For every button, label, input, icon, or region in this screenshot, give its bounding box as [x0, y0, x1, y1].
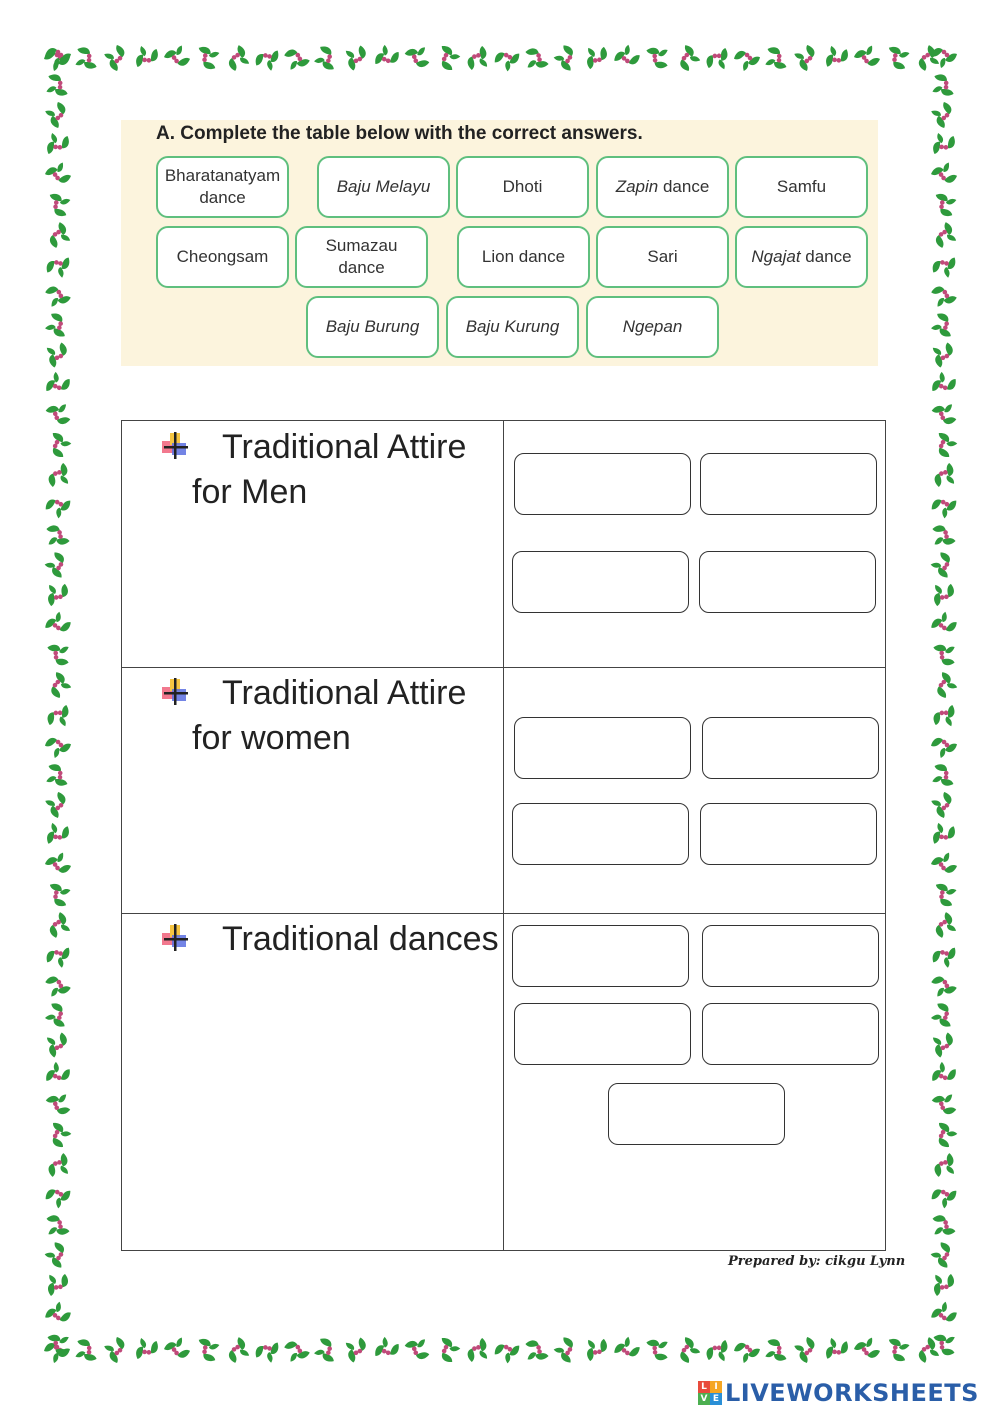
- holly-icon: [41, 938, 75, 972]
- answer-blank-dances-1[interactable]: [512, 925, 689, 987]
- word-tile-label: [503, 176, 543, 198]
- holly-icon: [490, 1333, 524, 1367]
- holly-icon: [41, 518, 75, 552]
- word-tile-text: dance: [800, 246, 852, 266]
- holly-icon: [927, 488, 961, 522]
- brand-name: LIVEWORKSHEETS: [725, 1379, 979, 1407]
- word-tile-label: [177, 246, 269, 268]
- word-tile-italic: Zapin: [615, 176, 659, 196]
- word-tile[interactable]: [306, 296, 439, 358]
- section-heading: A. Complete the table below with the correct answers.: [156, 123, 643, 144]
- category-men: [160, 425, 500, 515]
- word-tile[interactable]: [735, 156, 868, 218]
- holly-icon: [41, 728, 75, 762]
- word-tile-label: [326, 316, 420, 338]
- holly-icon: [310, 41, 344, 75]
- holly-icon: [670, 41, 704, 75]
- holly-border-right: [924, 38, 964, 1370]
- holly-icon: [160, 41, 194, 75]
- word-tile[interactable]: [156, 156, 289, 218]
- word-tile-text: Dhoti: [502, 176, 543, 196]
- holly-icon: [610, 1333, 644, 1367]
- holly-icon: [760, 41, 794, 75]
- word-tile-label: [616, 176, 710, 198]
- word-tile-text: Lion dance: [481, 246, 566, 266]
- holly-icon: [927, 1058, 961, 1092]
- holly-icon: [927, 548, 961, 582]
- holly-icon: [41, 698, 75, 732]
- word-tile-label: [482, 246, 565, 268]
- word-tile-text: Samfu: [776, 176, 827, 196]
- holly-icon: [41, 848, 75, 882]
- holly-icon: [41, 818, 75, 852]
- category-women: [160, 671, 500, 761]
- holly-icon: [927, 878, 961, 912]
- holly-icon: [41, 338, 75, 372]
- prepared-by: Prepared by: cikgu Lynn: [728, 1254, 906, 1269]
- holly-icon: [130, 1333, 164, 1367]
- holly-icon: [927, 398, 961, 432]
- holly-icon: [927, 218, 961, 252]
- word-tile[interactable]: [456, 156, 589, 218]
- word-tile-text: Cheongsam: [176, 246, 269, 266]
- word-tile-label: [623, 316, 683, 338]
- holly-icon: [927, 338, 961, 372]
- holly-icon: [580, 1333, 614, 1367]
- holly-icon: [130, 41, 164, 75]
- answer-blank-women-3[interactable]: [512, 803, 689, 865]
- word-tile-italic: Baju Melayu: [336, 176, 431, 196]
- answer-blank-women-1[interactable]: [514, 717, 691, 779]
- holly-icon: [550, 1333, 584, 1367]
- answer-blank-dances-2[interactable]: [702, 925, 879, 987]
- word-tile-label: [751, 246, 851, 268]
- word-tile[interactable]: [317, 156, 450, 218]
- holly-icon: [41, 1088, 75, 1122]
- holly-icon: [790, 1333, 824, 1367]
- holly-border-top: [40, 38, 962, 78]
- word-tile-italic: Ngajat: [751, 246, 801, 266]
- word-tile[interactable]: [295, 226, 428, 288]
- table-row-divider: [122, 913, 885, 914]
- word-tile-label: [466, 316, 560, 338]
- holly-icon: [41, 578, 75, 612]
- holly-icon: [41, 68, 75, 102]
- word-tile[interactable]: [735, 226, 868, 288]
- holly-icon: [927, 98, 961, 132]
- answer-table: [121, 420, 886, 1251]
- table-row-divider: [122, 667, 885, 668]
- holly-icon: [927, 698, 961, 732]
- holly-icon: [41, 398, 75, 432]
- holly-icon: [41, 1328, 75, 1362]
- holly-icon: [41, 278, 75, 312]
- holly-icon: [41, 788, 75, 822]
- holly-icon: [41, 308, 75, 342]
- table-column-divider: [503, 421, 504, 1250]
- holly-icon: [927, 368, 961, 402]
- category-label: Traditional dances: [222, 920, 499, 958]
- word-tile-text: dance: [658, 176, 710, 196]
- holly-icon: [927, 1298, 961, 1332]
- holly-icon: [927, 758, 961, 792]
- holly-icon: [850, 1333, 884, 1367]
- holly-icon: [927, 908, 961, 942]
- answer-blank-men-4[interactable]: [699, 551, 876, 613]
- holly-border-left: [38, 38, 78, 1370]
- answer-blank-dances-4[interactable]: [702, 1003, 879, 1065]
- holly-icon: [250, 41, 284, 75]
- holly-icon: [927, 1118, 961, 1152]
- holly-icon: [41, 1238, 75, 1272]
- word-tile[interactable]: [596, 226, 729, 288]
- holly-icon: [370, 1333, 404, 1367]
- word-tile-label: [337, 176, 431, 198]
- word-tile[interactable]: [586, 296, 719, 358]
- cross-bullet-icon: [160, 677, 192, 707]
- holly-icon: [927, 428, 961, 462]
- holly-border-bottom: [40, 1330, 962, 1370]
- holly-icon: [927, 848, 961, 882]
- holly-icon: [460, 41, 494, 75]
- holly-icon: [340, 1333, 374, 1367]
- holly-icon: [41, 968, 75, 1002]
- holly-icon: [927, 1268, 961, 1302]
- holly-icon: [850, 41, 884, 75]
- holly-icon: [100, 1333, 134, 1367]
- holly-icon: [927, 968, 961, 1002]
- holly-icon: [41, 878, 75, 912]
- holly-icon: [41, 1028, 75, 1062]
- word-tile[interactable]: [457, 226, 590, 288]
- answer-blank-dances-3[interactable]: [514, 1003, 691, 1065]
- holly-icon: [41, 98, 75, 132]
- holly-icon: [310, 1333, 344, 1367]
- holly-icon: [927, 608, 961, 642]
- word-tile-italic: Baju Kurung: [465, 316, 560, 336]
- holly-icon: [340, 41, 374, 75]
- cross-bullet-icon: [160, 431, 192, 461]
- word-tile[interactable]: [156, 226, 289, 288]
- holly-icon: [41, 488, 75, 522]
- holly-icon: [160, 1333, 194, 1367]
- holly-icon: [927, 158, 961, 192]
- holly-icon: [41, 188, 75, 222]
- word-tile[interactable]: [596, 156, 729, 218]
- holly-icon: [640, 1333, 674, 1367]
- holly-icon: [220, 1333, 254, 1367]
- holly-icon: [610, 41, 644, 75]
- word-tile-label: [301, 235, 422, 279]
- holly-icon: [927, 1328, 961, 1362]
- holly-icon: [41, 1058, 75, 1092]
- cross-bullet-icon: [160, 923, 192, 953]
- answer-blank-men-3[interactable]: [512, 551, 689, 613]
- holly-icon: [927, 458, 961, 492]
- holly-icon: [820, 41, 854, 75]
- category-label: Traditional Attire for Men: [192, 428, 467, 511]
- holly-icon: [927, 1178, 961, 1212]
- holly-icon: [41, 218, 75, 252]
- holly-icon: [927, 998, 961, 1032]
- holly-icon: [927, 518, 961, 552]
- word-tile[interactable]: [446, 296, 579, 358]
- answer-blank-men-1[interactable]: [514, 453, 691, 515]
- holly-icon: [41, 368, 75, 402]
- holly-icon: [760, 1333, 794, 1367]
- holly-icon: [41, 1298, 75, 1332]
- holly-icon: [370, 41, 404, 75]
- holly-icon: [280, 41, 314, 75]
- holly-icon: [927, 308, 961, 342]
- holly-icon: [927, 278, 961, 312]
- holly-icon: [400, 41, 434, 75]
- holly-icon: [730, 1333, 764, 1367]
- holly-icon: [730, 41, 764, 75]
- holly-icon: [41, 758, 75, 792]
- holly-icon: [41, 668, 75, 702]
- holly-icon: [430, 1333, 464, 1367]
- holly-icon: [927, 668, 961, 702]
- holly-icon: [220, 41, 254, 75]
- holly-icon: [927, 248, 961, 282]
- holly-icon: [190, 1333, 224, 1367]
- holly-icon: [927, 938, 961, 972]
- holly-icon: [927, 1028, 961, 1062]
- holly-icon: [927, 1148, 961, 1182]
- holly-icon: [41, 458, 75, 492]
- holly-icon: [580, 41, 614, 75]
- answer-blank-women-2[interactable]: [702, 717, 879, 779]
- word-tile-label: [647, 246, 677, 268]
- holly-icon: [520, 1333, 554, 1367]
- holly-icon: [927, 788, 961, 822]
- holly-icon: [927, 38, 961, 72]
- holly-icon: [41, 1148, 75, 1182]
- word-tile-italic: Ngepan: [622, 316, 683, 336]
- holly-icon: [280, 1333, 314, 1367]
- holly-icon: [41, 638, 75, 672]
- answer-blank-women-4[interactable]: [700, 803, 877, 865]
- holly-icon: [820, 1333, 854, 1367]
- holly-icon: [700, 1333, 734, 1367]
- holly-icon: [41, 908, 75, 942]
- holly-icon: [41, 1208, 75, 1242]
- holly-icon: [927, 1088, 961, 1122]
- holly-icon: [430, 41, 464, 75]
- holly-icon: [550, 41, 584, 75]
- holly-icon: [880, 41, 914, 75]
- holly-icon: [927, 1208, 961, 1242]
- word-tile-text: Sari: [647, 246, 678, 266]
- holly-icon: [41, 1118, 75, 1152]
- holly-icon: [41, 158, 75, 192]
- word-bank: [121, 120, 878, 366]
- holly-icon: [41, 248, 75, 282]
- answer-blank-men-2[interactable]: [700, 453, 877, 515]
- holly-icon: [927, 128, 961, 162]
- holly-icon: [100, 41, 134, 75]
- word-tile-label: [162, 165, 283, 209]
- word-tile-label: [777, 176, 826, 198]
- category-dances: [160, 917, 500, 962]
- holly-icon: [927, 728, 961, 762]
- holly-icon: [250, 1333, 284, 1367]
- holly-icon: [490, 41, 524, 75]
- holly-icon: [460, 1333, 494, 1367]
- word-tile-text: Sumazau dance: [325, 235, 398, 277]
- holly-icon: [927, 188, 961, 222]
- holly-icon: [927, 818, 961, 852]
- holly-icon: [700, 41, 734, 75]
- holly-icon: [190, 41, 224, 75]
- holly-icon: [41, 1268, 75, 1302]
- holly-icon: [41, 998, 75, 1032]
- category-label: Traditional Attire for women: [192, 674, 467, 757]
- word-tile-italic: Baju Burung: [325, 316, 420, 336]
- holly-icon: [927, 68, 961, 102]
- holly-icon: [670, 1333, 704, 1367]
- holly-icon: [41, 1178, 75, 1212]
- holly-icon: [927, 578, 961, 612]
- liveworksheets-badge-icon: L I V E: [698, 1381, 722, 1405]
- holly-icon: [41, 548, 75, 582]
- holly-icon: [400, 1333, 434, 1367]
- holly-icon: [927, 638, 961, 672]
- liveworksheets-logo[interactable]: [698, 1378, 979, 1408]
- holly-icon: [41, 38, 75, 72]
- holly-icon: [640, 41, 674, 75]
- holly-icon: [790, 41, 824, 75]
- answer-blank-dances-5[interactable]: [608, 1083, 785, 1145]
- holly-icon: [880, 1333, 914, 1367]
- holly-icon: [927, 1238, 961, 1272]
- holly-icon: [41, 428, 75, 462]
- holly-icon: [41, 128, 75, 162]
- holly-icon: [520, 41, 554, 75]
- holly-icon: [41, 608, 75, 642]
- word-tile-text: Bharatanatyam dance: [164, 165, 281, 207]
